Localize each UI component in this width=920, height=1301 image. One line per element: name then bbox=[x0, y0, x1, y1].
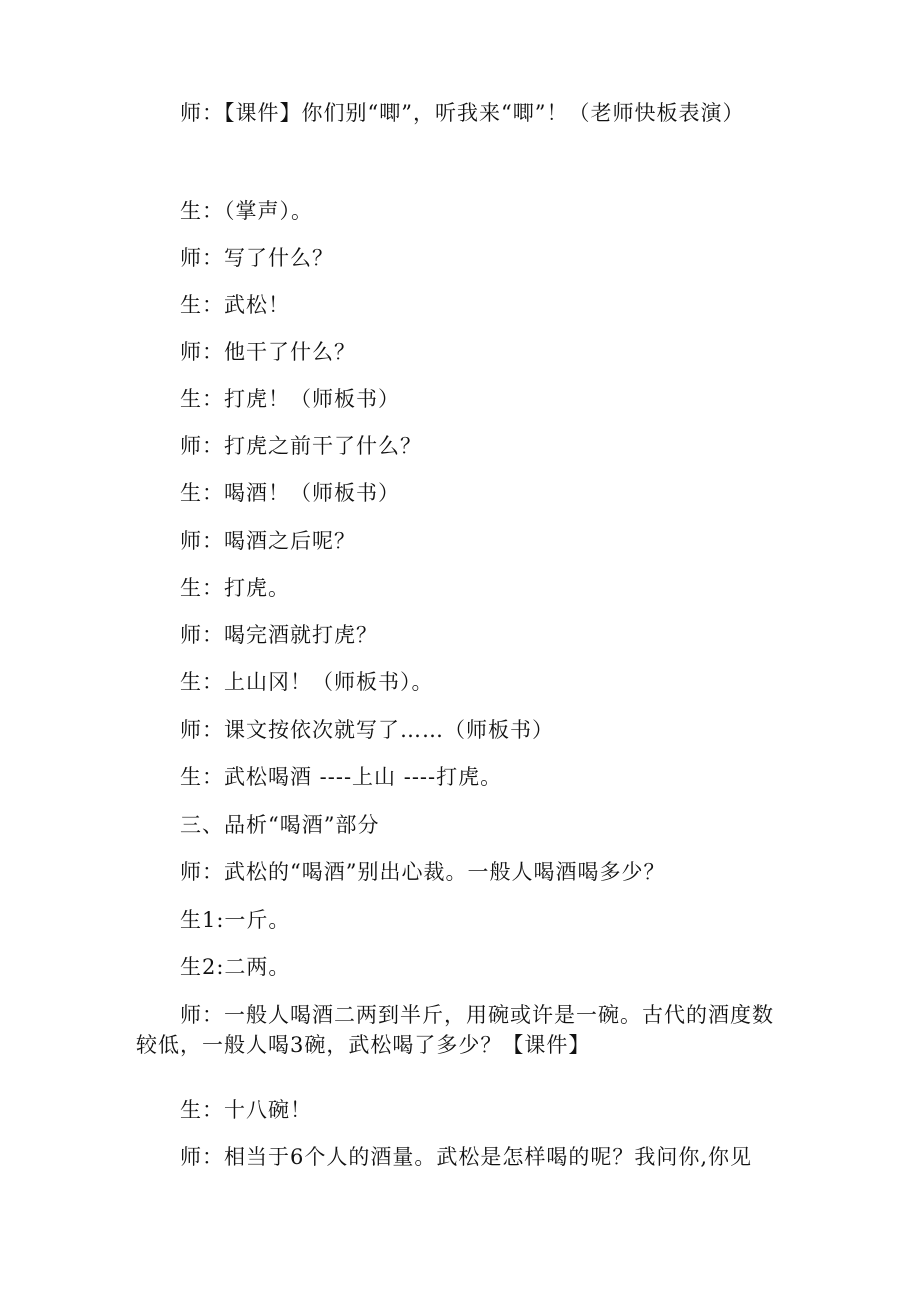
paragraph-18: 生2:二两。 bbox=[180, 955, 291, 979]
paragraph-9: 师：喝酒之后呢？ bbox=[180, 529, 356, 553]
paragraph-2: 生：（掌声）。 bbox=[180, 199, 313, 223]
paragraph-12: 生：上山冈！（师板书）。 bbox=[180, 670, 434, 694]
section-heading: 三、品析“喝酒”部分 bbox=[180, 813, 380, 837]
paragraph-1: 师：【课件】你们别“唧”，听我来“唧”！（老师快板表演） bbox=[180, 101, 745, 125]
paragraph-8: 生：喝酒！（师板书） bbox=[180, 481, 400, 505]
paragraph-20: 生：十八碗！ bbox=[180, 1098, 312, 1122]
paragraph-5: 师：他干了什么？ bbox=[180, 340, 356, 364]
paragraph-7: 师：打虎之前干了什么？ bbox=[180, 434, 422, 458]
paragraph-4: 生：武松！ bbox=[180, 293, 290, 317]
paragraph-16: 师：武松的“喝酒”别出心裁。一般人喝酒喝多少？ bbox=[180, 860, 666, 884]
paragraph-10: 生：打虎。 bbox=[180, 576, 290, 600]
paragraph-3: 师：写了什么？ bbox=[180, 246, 334, 270]
paragraph-6: 生：打虎！（师板书） bbox=[180, 387, 400, 411]
paragraph-14: 生：武松喝酒 ----上山 ----打虎。 bbox=[180, 765, 503, 789]
paragraph-17: 生1:一斤。 bbox=[180, 908, 291, 932]
paragraph-19: 师：一般人喝酒二两到半斤，用碗或许是一碗。古代的酒度数较低，一般人喝3碗，武松喝了多少？【课件】 bbox=[136, 1003, 774, 1057]
paragraph-21: 师：相当于6个人的酒量。武松是怎样喝的呢？我问你,你见 bbox=[180, 1145, 753, 1169]
paragraph-13: 师：课文按依次就写了……（师板书） bbox=[180, 718, 554, 742]
paragraph-11: 师：喝完酒就打虎？ bbox=[180, 623, 378, 647]
